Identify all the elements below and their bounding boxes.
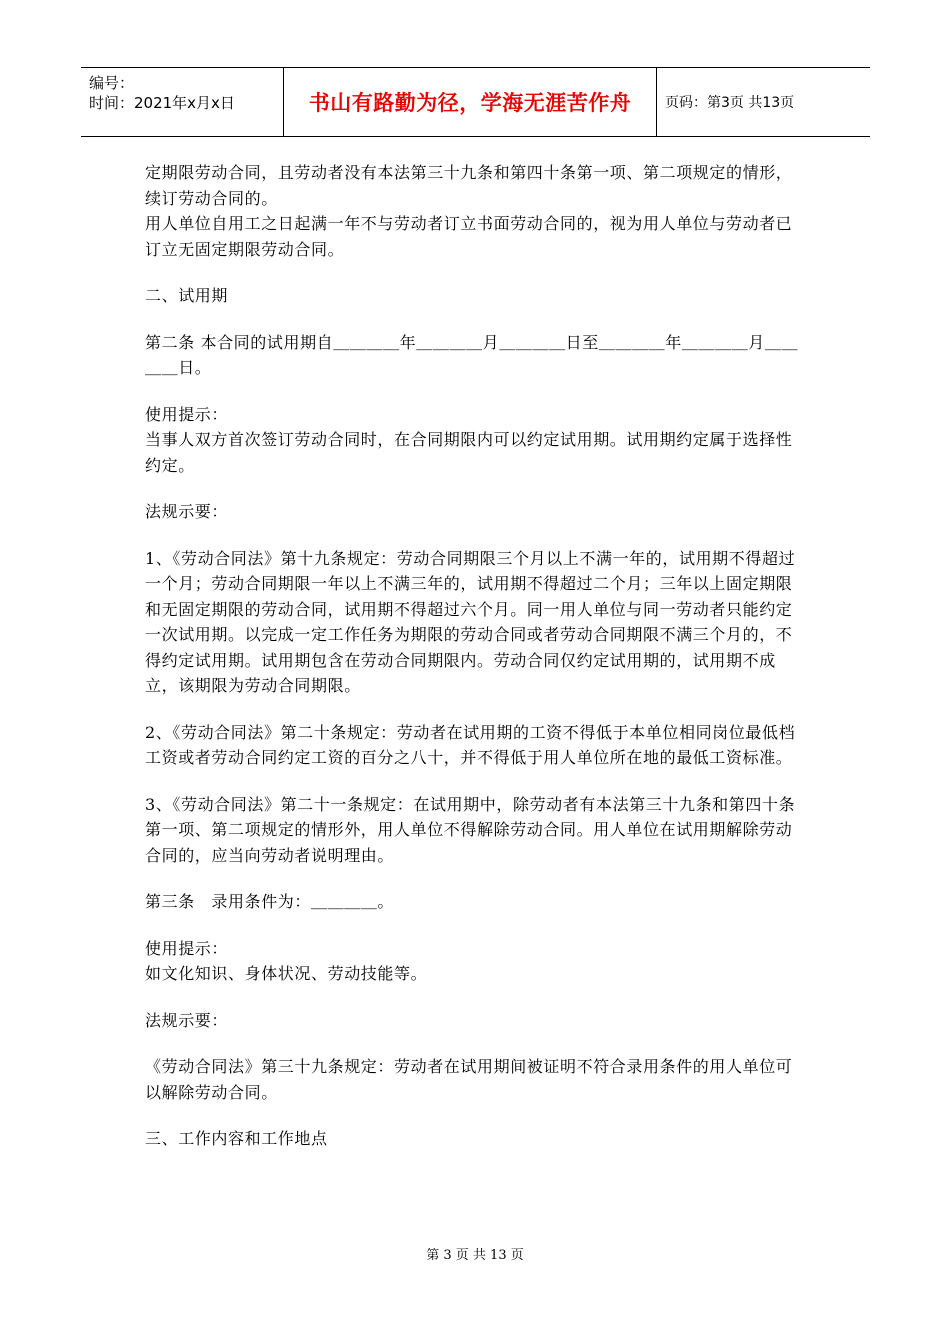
paragraph: 2、《劳动合同法》第二十条规定：劳动者在试用期的工资不得低于本单位相同岗位最低档工资或者劳动合同约定工资的百分之八十，并不得低于用人单位所在地的最低工资标准。 (145, 722, 796, 767)
paragraph: 当事人双方首次签订劳动合同时，在合同期限内可以约定试用期。试用期约定属于选择性约定。 (145, 430, 793, 475)
paragraph: 3、《劳动合同法》第二十一条规定：在试用期中，除劳动者有本法第三十九条和第四十条第一项、第二项规定的情形外，用人单位不得解除劳动合同。用人单位在试用期解除劳动合同的，应当向劳动者说明理由。 (145, 794, 796, 865)
paragraph: 法规示要： (145, 502, 229, 521)
header-meta (81, 68, 284, 136)
paragraph-gap (145, 699, 807, 720)
page-footer: 第 3 页 共 13 页 (426, 1248, 524, 1263)
page-header (81, 67, 870, 137)
document-body (145, 160, 807, 1152)
header-motto (284, 68, 657, 136)
number-label: 编号： (89, 74, 135, 92)
paragraph: 法规示要： (145, 1010, 229, 1030)
paragraph: 第二条 本合同的试用期自＿＿＿＿年＿＿＿＿月＿＿＿＿日至＿＿＿＿年＿＿＿＿月＿＿＿＿日。 (145, 332, 799, 377)
paragraph: 定期限劳动合同，且劳动者没有本法第三十九条和第四十条第一项、第二项规定的情形，续订劳动合同的。 (145, 163, 793, 208)
time-label: 时间：2021年x月x日 (89, 94, 235, 112)
paragraph: 第三条 录用条件为：＿＿＿＿。 (145, 892, 395, 911)
paragraph-gap (145, 987, 807, 1008)
paragraph: 二、试用期 (145, 286, 229, 305)
paragraph: 使用提示： (145, 404, 229, 424)
header-page-number: 页码：第3页 共13页 (665, 95, 795, 111)
paragraph-gap (145, 868, 807, 889)
paragraph: 《劳动合同法》第三十九条规定：劳动者在试用期间被证明不符合录用条件的用人单位可以解除劳动合同。 (145, 1057, 793, 1102)
paragraph-gap (145, 1105, 807, 1126)
paragraph-gap (145, 478, 807, 499)
paragraph-gap (145, 381, 807, 402)
paragraph: 使用提示： (145, 938, 229, 958)
paragraph-gap (145, 915, 807, 936)
paragraph-gap (145, 309, 807, 330)
paragraph-gap (145, 525, 807, 546)
paragraph-gap (145, 262, 807, 283)
paragraph: 用人单位自用工之日起满一年不与劳动者订立书面劳动合同的，视为用人单位与劳动者已订立无固定期限劳动合同。 (145, 214, 793, 259)
paragraph: 三、工作内容和工作地点 (145, 1129, 328, 1148)
paragraph: 如文化知识、身体状况、劳动技能等。 (145, 964, 428, 983)
paragraph-gap (145, 771, 807, 792)
paragraph: 1、《劳动合同法》第十九条规定：劳动合同期限三个月以上不满一年的，试用期不得超过一个月；劳动合同期限一年以上不满三年的，试用期不得超过二个月；三年以上固定期限和无固定期限的劳动合同，试用期不得超过六个月。同一用人单位与同一劳动者只能约定一次试用期。以完成一定工作任务为期限的劳动合同或者劳动合同期限不满三个月的，不得约定试用期。试用期包含在劳动合同期限内。劳动合同仅约定试用期的，试用期不成立，该期限为劳动合同期限。 (145, 548, 796, 695)
paragraph-gap (145, 1033, 807, 1054)
motto-text: 书山有路勤为径，学海无涯苦作舟 (308, 91, 632, 115)
